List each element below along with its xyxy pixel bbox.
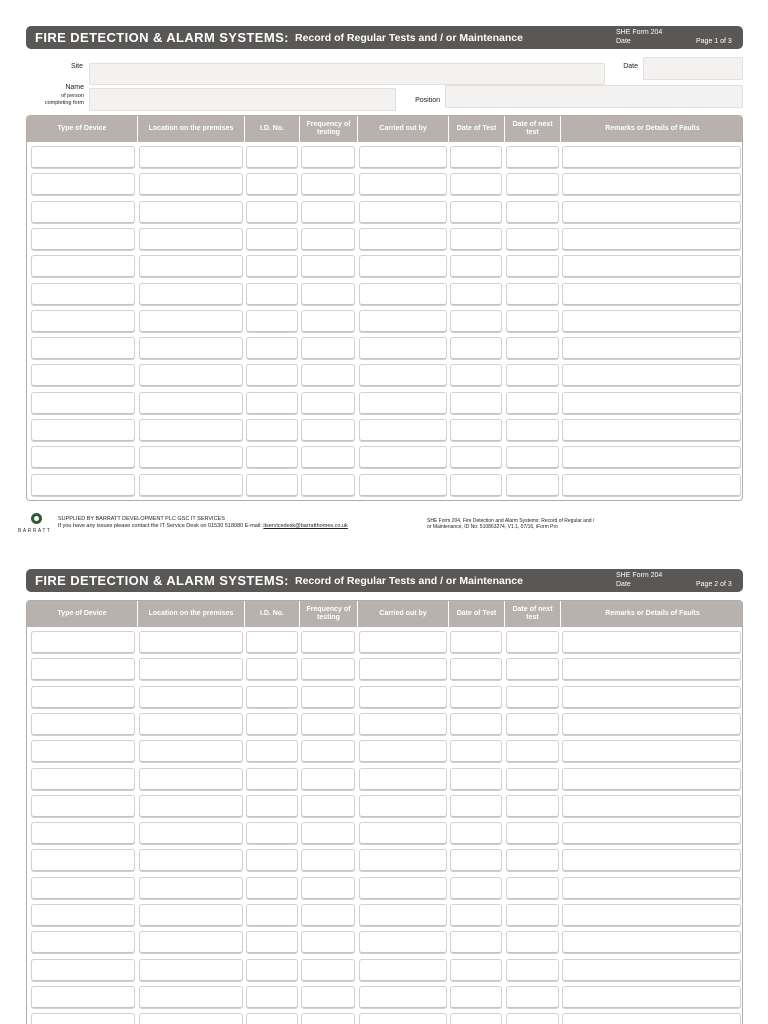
page2-table-cell[interactable] xyxy=(359,877,447,900)
page2-table-cell[interactable] xyxy=(301,713,355,736)
page2-table-cell[interactable] xyxy=(359,986,447,1009)
page1-table-cell[interactable] xyxy=(31,201,135,224)
page2-table-cell[interactable] xyxy=(450,849,502,872)
page2-table-cell[interactable] xyxy=(359,822,447,845)
page1-table-cell[interactable] xyxy=(301,283,355,306)
page1-table-cell[interactable] xyxy=(359,419,447,442)
page2-table-cell[interactable] xyxy=(562,713,741,736)
page2-column-header: Frequency of testing xyxy=(299,601,357,627)
page1-table-cell[interactable] xyxy=(506,228,559,251)
page1-table-cell[interactable] xyxy=(301,419,355,442)
page1-table-cell[interactable] xyxy=(562,146,741,169)
page1-table-cell[interactable] xyxy=(450,310,502,333)
page2-column-header: Remarks or Details of Faults xyxy=(560,601,743,627)
page1-table-cell[interactable] xyxy=(450,446,502,469)
page2-table-cell[interactable] xyxy=(31,768,135,791)
page2-table-cell[interactable] xyxy=(301,959,355,982)
page2-title: FIRE DETECTION & ALARM SYSTEMS: xyxy=(35,573,289,588)
page2-table-cell[interactable] xyxy=(506,795,559,818)
page1-table-cell[interactable] xyxy=(246,283,298,306)
page2-table-cell[interactable] xyxy=(31,658,135,681)
page2-form-code xyxy=(616,571,662,589)
page1-table-cell[interactable] xyxy=(139,392,243,415)
page2-table-cell[interactable] xyxy=(359,1013,447,1024)
page2-table-cell[interactable] xyxy=(506,740,559,763)
page1-table-cell[interactable] xyxy=(31,446,135,469)
page1-table-cell[interactable] xyxy=(31,283,135,306)
page2-title-bar xyxy=(26,569,743,592)
page1-table-cell[interactable] xyxy=(359,310,447,333)
page2-table-cell[interactable] xyxy=(562,877,741,900)
page2-table-cell[interactable] xyxy=(359,631,447,654)
page2-table-cell[interactable] xyxy=(139,658,243,681)
page1-table-cell[interactable] xyxy=(301,474,355,497)
page1-table-cell[interactable] xyxy=(450,228,502,251)
page1-table-cell[interactable] xyxy=(450,283,502,306)
page1-table-cell[interactable] xyxy=(139,228,243,251)
page1-column-header: Carried out by xyxy=(357,116,448,142)
page1-table-cell[interactable] xyxy=(562,364,741,387)
page2-table-header xyxy=(27,601,742,627)
page1-table-cell[interactable] xyxy=(562,283,741,306)
page2-table-cell[interactable] xyxy=(450,768,502,791)
page2-record-table xyxy=(26,600,743,1024)
page1-table-cell[interactable] xyxy=(301,446,355,469)
page2-table-cell[interactable] xyxy=(139,740,243,763)
page1-table-cell[interactable] xyxy=(359,446,447,469)
page2-column-header: Date of Test xyxy=(448,601,504,627)
page2-page-number: Page 2 of 3 xyxy=(696,581,732,588)
page2-table-cell[interactable] xyxy=(450,822,502,845)
page2-table-cell[interactable] xyxy=(139,959,243,982)
page1-table-cell[interactable] xyxy=(359,146,447,169)
page2-table-cell[interactable] xyxy=(139,1013,243,1024)
page1-table-cell[interactable] xyxy=(450,392,502,415)
page2-table-cell[interactable] xyxy=(506,931,559,954)
page2-table-cell[interactable] xyxy=(246,959,298,982)
page2-table-cell[interactable] xyxy=(450,631,502,654)
page1-column-header: Date of Test xyxy=(448,116,504,142)
page2-table-cell[interactable] xyxy=(139,904,243,927)
page2-table-cell[interactable] xyxy=(31,931,135,954)
page1-column-header: I.D. No. xyxy=(244,116,299,142)
name-label: Name xyxy=(65,84,84,91)
page2-table-cell[interactable] xyxy=(301,768,355,791)
date-label: Date xyxy=(623,63,638,70)
page2-table-cell[interactable] xyxy=(139,986,243,1009)
page2-table-cell[interactable] xyxy=(506,631,559,654)
page2-table-cell[interactable] xyxy=(31,849,135,872)
page2-table-cell[interactable] xyxy=(450,1013,502,1024)
name-field[interactable] xyxy=(89,88,396,111)
page1-table-cell[interactable] xyxy=(246,474,298,497)
page1-table-cell[interactable] xyxy=(562,446,741,469)
footer-form-info xyxy=(427,518,594,530)
page2-table-cell[interactable] xyxy=(359,931,447,954)
footer-contact-line: If you have any issues please contact the IT Service Desk on 01530 518080 E-mail: xyxy=(58,523,262,529)
footer-supplied-by: SUPPLIED BY BARRATT DEVELOPMENT PLC GSC IT SERVICES xyxy=(58,516,225,522)
page1-table-cell[interactable] xyxy=(562,474,741,497)
page2-table-cell[interactable] xyxy=(506,904,559,927)
page1-table-cell[interactable] xyxy=(359,392,447,415)
page2-table-cell[interactable] xyxy=(450,740,502,763)
page1-table-cell[interactable] xyxy=(359,474,447,497)
page1-table-cell[interactable] xyxy=(31,337,135,360)
page1-page-number: Page 1 of 3 xyxy=(696,38,732,45)
page2-table-cell[interactable] xyxy=(562,986,741,1009)
page1-table-cell[interactable] xyxy=(301,337,355,360)
page1-table-cell[interactable] xyxy=(506,201,559,224)
page1-table-cell[interactable] xyxy=(450,173,502,196)
page2-table-cell[interactable] xyxy=(139,713,243,736)
page2-table-cell[interactable] xyxy=(506,877,559,900)
page1-table-cell[interactable] xyxy=(450,474,502,497)
page2-table-cell[interactable] xyxy=(139,822,243,845)
page1-table-cell[interactable] xyxy=(31,310,135,333)
site-field[interactable] xyxy=(89,63,605,85)
page2-table-cell[interactable] xyxy=(359,795,447,818)
page2-table-cell[interactable] xyxy=(506,686,559,709)
site-label: Site xyxy=(70,63,83,70)
page1-table-cell[interactable] xyxy=(506,310,559,333)
page2-table-cell[interactable] xyxy=(246,740,298,763)
page1-table-cell[interactable] xyxy=(246,419,298,442)
page2-table-cell[interactable] xyxy=(562,822,741,845)
page2-column-header: Date of next test xyxy=(504,601,560,627)
page2-table-cell[interactable] xyxy=(301,631,355,654)
page2-table-cell[interactable] xyxy=(301,904,355,927)
page2-table-cell[interactable] xyxy=(562,631,741,654)
page2-table-cell[interactable] xyxy=(31,631,135,654)
page1-table-cell[interactable] xyxy=(359,201,447,224)
page1-table-cell[interactable] xyxy=(359,364,447,387)
page2-table-cell[interactable] xyxy=(562,1013,741,1024)
page2-table-cell[interactable] xyxy=(359,658,447,681)
page1-table-cell[interactable] xyxy=(562,419,741,442)
barratt-logo-text: BARRATT xyxy=(18,528,52,534)
page1-table-cell[interactable] xyxy=(31,173,135,196)
page2-table-cell[interactable] xyxy=(359,959,447,982)
page2-table-cell[interactable] xyxy=(506,768,559,791)
page1-table-cell[interactable] xyxy=(506,283,559,306)
page2-column-header: Location on the premises xyxy=(137,601,244,627)
barratt-logo-icon xyxy=(31,513,42,524)
page1-table-cell[interactable] xyxy=(31,392,135,415)
name-sub-label xyxy=(20,93,84,106)
page1-table-cell[interactable] xyxy=(506,419,559,442)
page1-table-cell[interactable] xyxy=(359,255,447,278)
page2-form-code-text: SHE Form 204 xyxy=(616,572,663,579)
page1-table-cell[interactable] xyxy=(450,146,502,169)
page1-table-cell[interactable] xyxy=(506,173,559,196)
page2-table-cell[interactable] xyxy=(246,686,298,709)
page2-table-cell[interactable] xyxy=(31,877,135,900)
page1-table-cell[interactable] xyxy=(301,310,355,333)
page1-title-bar xyxy=(26,26,743,49)
page2-table-cell[interactable] xyxy=(450,877,502,900)
page2-table-cell[interactable] xyxy=(246,713,298,736)
page2-table-cell[interactable] xyxy=(359,713,447,736)
page1-form-code-text: SHE Form 204 xyxy=(616,29,663,36)
page2-table-cell[interactable] xyxy=(246,904,298,927)
page1-table-cell[interactable] xyxy=(450,337,502,360)
page1-table-cell[interactable] xyxy=(139,201,243,224)
page2-table-cell[interactable] xyxy=(450,795,502,818)
page2-table-cell[interactable] xyxy=(301,931,355,954)
page1-table-cell[interactable] xyxy=(301,201,355,224)
page2-table-cell[interactable] xyxy=(246,795,298,818)
page1-table-cell[interactable] xyxy=(139,364,243,387)
page2-table-cell[interactable] xyxy=(246,1013,298,1024)
page1-table-cell[interactable] xyxy=(246,310,298,333)
page2-table-cell[interactable] xyxy=(562,931,741,954)
page2-table-cell[interactable] xyxy=(562,849,741,872)
page1-table-cell[interactable] xyxy=(246,201,298,224)
page2-form-date-label: Date xyxy=(616,581,631,588)
barratt-logo xyxy=(18,512,54,538)
page1-table-cell[interactable] xyxy=(301,392,355,415)
page2-table-cell[interactable] xyxy=(301,1013,355,1024)
page2-table-cell[interactable] xyxy=(506,986,559,1009)
page1-table-cell[interactable] xyxy=(31,146,135,169)
page1-table-cell[interactable] xyxy=(450,255,502,278)
footer-form-info-1: SHE Form 204, Fire Detection and Alarm Systems: Record of Regular and / xyxy=(427,518,595,524)
page2-table-cell[interactable] xyxy=(246,631,298,654)
page2-table-cell[interactable] xyxy=(450,658,502,681)
page1-table-cell[interactable] xyxy=(31,419,135,442)
page2-table-cell[interactable] xyxy=(359,768,447,791)
page2-table-cell[interactable] xyxy=(301,740,355,763)
page1-table-cell[interactable] xyxy=(562,310,741,333)
footer-form-info-2: or Maintenance, ID No: 510863274, V1.1, 07/16, iForm Pro xyxy=(427,524,558,530)
page2-table-cell[interactable] xyxy=(139,795,243,818)
page1-table-cell[interactable] xyxy=(246,364,298,387)
page2-table-cell[interactable] xyxy=(246,877,298,900)
page2-table-cell[interactable] xyxy=(31,713,135,736)
page1-table-cell[interactable] xyxy=(139,474,243,497)
page2-table-cell[interactable] xyxy=(139,768,243,791)
page2-table-cell[interactable] xyxy=(246,822,298,845)
page2-table-cell[interactable] xyxy=(562,959,741,982)
page2-table-cell[interactable] xyxy=(301,658,355,681)
page2-column-header: I.D. No. xyxy=(244,601,299,627)
page1-table-cell[interactable] xyxy=(301,364,355,387)
page2-table-cell[interactable] xyxy=(139,877,243,900)
page2-table-cell[interactable] xyxy=(301,795,355,818)
page1-column-header: Type of Device xyxy=(57,125,107,132)
page1-table-cell[interactable] xyxy=(139,173,243,196)
page1-table-cell[interactable] xyxy=(506,337,559,360)
page2-table-cell[interactable] xyxy=(246,658,298,681)
page1-table-cell[interactable] xyxy=(506,392,559,415)
page1-table-cell[interactable] xyxy=(359,283,447,306)
page1-table-cell[interactable] xyxy=(450,364,502,387)
page1-table-cell[interactable] xyxy=(562,173,741,196)
page2-table-cell[interactable] xyxy=(31,822,135,845)
page1-table-cell[interactable] xyxy=(246,392,298,415)
page1-table-cell[interactable] xyxy=(359,228,447,251)
page2-table-cell[interactable] xyxy=(359,740,447,763)
page1-table-cell[interactable] xyxy=(31,474,135,497)
page2-table-cell[interactable] xyxy=(246,849,298,872)
page2-table-cell[interactable] xyxy=(301,822,355,845)
page2-table-cell[interactable] xyxy=(246,931,298,954)
page2-table-cell[interactable] xyxy=(31,686,135,709)
page2-table-cell[interactable] xyxy=(139,849,243,872)
page2-table-cell[interactable] xyxy=(31,1013,135,1024)
page2-table-cell[interactable] xyxy=(562,904,741,927)
page2-table-cell[interactable] xyxy=(450,986,502,1009)
page1-table-cell[interactable] xyxy=(506,474,559,497)
page1-table-cell[interactable] xyxy=(301,146,355,169)
page1-form-date-label: Date xyxy=(616,38,631,45)
page1-table-cell[interactable] xyxy=(562,228,741,251)
page2-table-cell[interactable] xyxy=(301,877,355,900)
page2-table-cell[interactable] xyxy=(359,849,447,872)
position-label: Position xyxy=(415,97,440,104)
page2-table-cell[interactable] xyxy=(31,904,135,927)
page1-table-cell[interactable] xyxy=(562,337,741,360)
page2-table-cell[interactable] xyxy=(506,822,559,845)
page1-table-cell[interactable] xyxy=(139,283,243,306)
page2-table-cell[interactable] xyxy=(450,959,502,982)
page1-table-cell[interactable] xyxy=(506,146,559,169)
page2-table-cell[interactable] xyxy=(139,686,243,709)
footer-supplier xyxy=(58,516,348,530)
page2-table-cell[interactable] xyxy=(450,904,502,927)
page2-table-cell[interactable] xyxy=(506,658,559,681)
page1-table-cell[interactable] xyxy=(246,228,298,251)
page1-table-cell[interactable] xyxy=(31,364,135,387)
page1-table-cell[interactable] xyxy=(139,146,243,169)
page2-table-cell[interactable] xyxy=(562,740,741,763)
page2-table-cell[interactable] xyxy=(506,959,559,982)
page1-column-header: Frequency of testing xyxy=(299,116,357,142)
page2-table-cell[interactable] xyxy=(139,931,243,954)
page2-table-cell[interactable] xyxy=(506,849,559,872)
page1-table-cell[interactable] xyxy=(506,364,559,387)
page1-table-cell[interactable] xyxy=(246,146,298,169)
page1-column-header: Remarks or Details of Faults xyxy=(560,116,743,142)
page1-table-cell[interactable] xyxy=(562,201,741,224)
page1-table-cell[interactable] xyxy=(139,310,243,333)
page1-table-cell[interactable] xyxy=(562,255,741,278)
page1-table-cell[interactable] xyxy=(246,255,298,278)
page2-column-header: Type of Device xyxy=(57,610,107,617)
page2-table-cell[interactable] xyxy=(31,795,135,818)
name-sub-label-1: of person xyxy=(61,93,84,99)
page2-table-cell[interactable] xyxy=(139,631,243,654)
page2-table-cell[interactable] xyxy=(506,1013,559,1024)
page1-table-cell[interactable] xyxy=(31,228,135,251)
page1-column-header: Location on the premises xyxy=(137,116,244,142)
page2-column-header: Carried out by xyxy=(357,601,448,627)
page2-table-cell[interactable] xyxy=(31,959,135,982)
page2-table-cell[interactable] xyxy=(246,986,298,1009)
page1-table-cell[interactable] xyxy=(359,337,447,360)
page1-table-cell[interactable] xyxy=(562,392,741,415)
page2-table-cell[interactable] xyxy=(450,713,502,736)
page1-table-cell[interactable] xyxy=(31,255,135,278)
page2-table-cell[interactable] xyxy=(562,686,741,709)
date-field[interactable] xyxy=(643,57,743,80)
page1-title: FIRE DETECTION & ALARM SYSTEMS: xyxy=(35,30,289,45)
page1-column-header: Date of next test xyxy=(504,116,560,142)
page2-table-cell[interactable] xyxy=(301,686,355,709)
page1-table-cell[interactable] xyxy=(139,419,243,442)
page2-table-cell[interactable] xyxy=(31,740,135,763)
page1-table-cell[interactable] xyxy=(301,228,355,251)
page2-table-cell[interactable] xyxy=(301,986,355,1009)
page1-table-cell[interactable] xyxy=(301,173,355,196)
page1-record-table xyxy=(26,115,743,501)
page2-table-cell[interactable] xyxy=(562,658,741,681)
position-field[interactable] xyxy=(445,85,743,108)
page1-table-cell[interactable] xyxy=(301,255,355,278)
page2-table-cell[interactable] xyxy=(359,686,447,709)
page1-table-cell[interactable] xyxy=(506,255,559,278)
page1-subtitle: Record of Regular Tests and / or Maintenance xyxy=(295,32,523,44)
page1-table-cell[interactable] xyxy=(246,173,298,196)
page2-table-cell[interactable] xyxy=(359,904,447,927)
page1-table-cell[interactable] xyxy=(246,446,298,469)
page2-table-cell[interactable] xyxy=(562,795,741,818)
page1-table-cell[interactable] xyxy=(450,419,502,442)
page2-table-cell[interactable] xyxy=(301,849,355,872)
page1-table-cell[interactable] xyxy=(139,337,243,360)
page1-table-header xyxy=(27,116,742,142)
name-sub-label-2: completing form xyxy=(44,99,84,106)
page1-table-cell[interactable] xyxy=(246,337,298,360)
page1-table-cell[interactable] xyxy=(450,201,502,224)
footer-email-link[interactable]: itservicedesk@barratthomes.co.uk xyxy=(263,523,348,529)
page1-table-cell[interactable] xyxy=(139,255,243,278)
page1-form-code xyxy=(616,28,662,46)
page2-subtitle: Record of Regular Tests and / or Maintenance xyxy=(295,575,523,587)
page2-table-cell[interactable] xyxy=(562,768,741,791)
page2-table-cell[interactable] xyxy=(246,768,298,791)
page1-table-cell[interactable] xyxy=(139,446,243,469)
page2-table-cell[interactable] xyxy=(31,986,135,1009)
page1-table-cell[interactable] xyxy=(359,173,447,196)
page1-table-cell[interactable] xyxy=(506,446,559,469)
page2-table-cell[interactable] xyxy=(506,713,559,736)
page2-table-cell[interactable] xyxy=(450,931,502,954)
page2-table-cell[interactable] xyxy=(450,686,502,709)
